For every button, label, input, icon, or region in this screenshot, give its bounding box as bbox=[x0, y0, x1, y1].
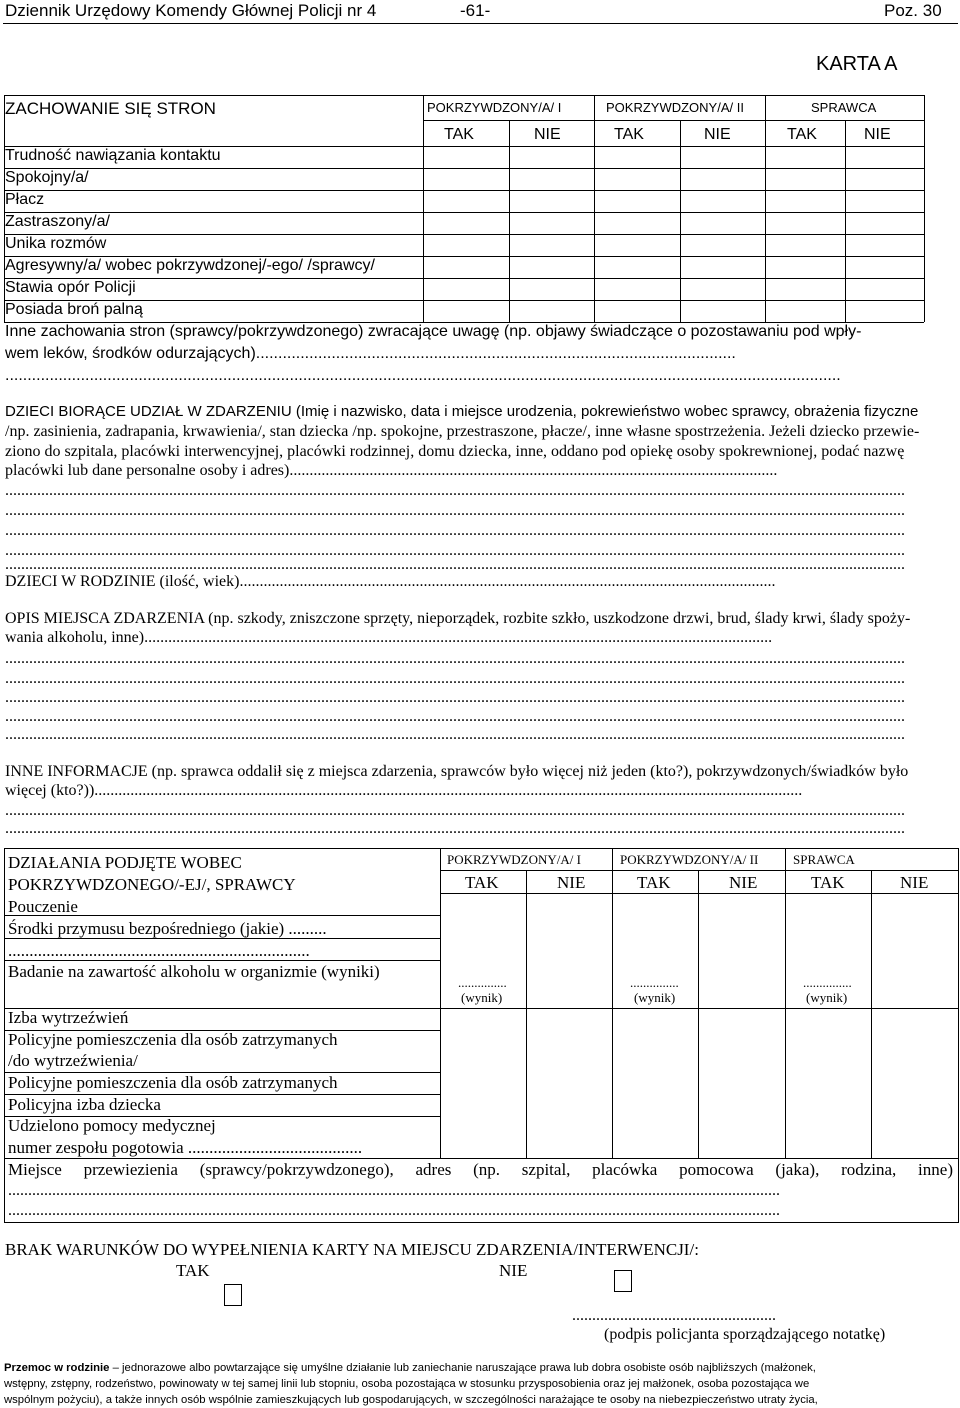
children-dots: ................................................................................................................................................................................................................................. bbox=[5, 556, 905, 573]
actions-rule bbox=[785, 848, 786, 1158]
footnote-term: Przemoc w rodzinie bbox=[4, 1362, 110, 1374]
actions-rule bbox=[440, 893, 958, 894]
other-info-line2: więcej (kto?))................................................................................................................................................................................. bbox=[5, 782, 803, 799]
action-transport-dots: ................................................................................................................................................................................................. bbox=[8, 1202, 780, 1219]
behavior-row: Zastraszony/a/ bbox=[5, 213, 110, 230]
nie-1: NIE bbox=[534, 126, 561, 143]
card-title: KARTA A bbox=[816, 53, 898, 75]
other-info-dots: ................................................................................................................................................................................................................................. bbox=[5, 820, 905, 837]
action-medical-aid: Udzielono pomocy medycznej bbox=[8, 1116, 216, 1135]
children-in-family: DZIECI W RODZINIE (ilość, wiek)...................................................................................................................................... bbox=[5, 573, 776, 590]
action-transport: Miejsce przewiezienia (sprawcy/pokrzywdzonego), adres (np. szpital, placówka pomocowa (jaka), rodzina, inne) bbox=[8, 1160, 953, 1179]
actions-nie-1: NIE bbox=[557, 873, 586, 892]
other-behavior-line2: wem leków, środków odurzających)............................................................................................................ bbox=[5, 345, 736, 362]
action-coercion-dots: ....................................................................... bbox=[8, 941, 310, 960]
behavior-title: ZACHOWANIE SIĘ STRON bbox=[5, 99, 216, 118]
scene-dots: ................................................................................................................................................................................................................................. bbox=[5, 708, 905, 725]
tak-checkbox[interactable] bbox=[224, 1284, 242, 1306]
col-victim2: POKRZYWDZONY/A/ II bbox=[606, 100, 744, 115]
no-conditions-tak: TAK bbox=[176, 1261, 210, 1280]
scene-dots: ................................................................................................................................................................................................................................. bbox=[5, 650, 905, 667]
actions-tak-2: TAK bbox=[637, 873, 671, 892]
footnote-line1 bbox=[4, 1362, 816, 1375]
grid-rule bbox=[845, 120, 846, 322]
signature-label: (podpis policjanta sporządzającego notatkę) bbox=[604, 1326, 886, 1343]
action-alcohol-test: Badanie na zawartość alkoholu w organizmie (wyniki) bbox=[8, 962, 380, 981]
result-dots-3: ............... bbox=[803, 975, 852, 990]
actions-rule bbox=[4, 1222, 959, 1223]
behavior-row: Agresywny/a/ wobec pokrzywdzonej/-ego/ /sprawcy/ bbox=[5, 257, 375, 274]
grid-rule bbox=[4, 300, 924, 301]
page-number: -61- bbox=[460, 1, 491, 20]
actions-rule bbox=[526, 870, 527, 1158]
nie-2: NIE bbox=[704, 126, 731, 143]
children-line2: /np. zasinienia, zadrapania, krwawienia/, stan dziecka /np. spokojne, przestraszone, płacze/, inne własne spostrzeżenia. Jeżeli dziecko przewie- bbox=[5, 423, 920, 440]
other-info-dots: ................................................................................................................................................................................................................................. bbox=[5, 802, 905, 819]
no-conditions-label: BRAK WARUNKÓW DO WYPEŁNIENIA KARTY NA MIEJSCU ZDARZENIA/INTERWENCJI/: bbox=[5, 1240, 699, 1259]
behavior-row: Stawia opór Policji bbox=[5, 279, 136, 296]
actions-rule bbox=[4, 848, 5, 1222]
grid-rule bbox=[4, 146, 924, 147]
grid-rule bbox=[765, 95, 766, 322]
journal-title: Dziennik Urzędowy Komendy Głównej Policji nr 4 bbox=[5, 1, 377, 20]
nie-3: NIE bbox=[864, 126, 891, 143]
actions-rule bbox=[440, 870, 958, 871]
action-child-room: Policyjna izba dziecka bbox=[8, 1095, 161, 1114]
footnote-line3: wspólnym pożyciu), a także innych osób wspólnie zamieszkujących lub gospodarujących, w szczególności narażające te osoby na niebezpieczeństwo utraty życia, bbox=[4, 1394, 818, 1406]
grid-rule bbox=[680, 120, 681, 322]
children-line1: DZIECI BIORĄCE UDZIAŁ W ZDARZENIU (Imię i nazwisko, data i miejsce urodzenia, pokrewieństwo wobec sprawcy, obrażenia fizyczne bbox=[5, 403, 919, 420]
grid-rule bbox=[4, 95, 5, 322]
header-rule bbox=[3, 23, 958, 24]
children-line4: placówki lub dane personalne osoby i adres).......................................................................................................................... bbox=[5, 462, 778, 479]
behavior-row: Unika rozmów bbox=[5, 235, 107, 252]
behavior-row: Płacz bbox=[5, 191, 45, 208]
grid-rule bbox=[4, 278, 924, 279]
position-number: Poz. 30 bbox=[884, 1, 942, 20]
grid-rule bbox=[4, 234, 924, 235]
other-behavior-dots: ............................................................................................................................................................................................ bbox=[5, 367, 841, 384]
children-dots: ................................................................................................................................................................................................................................. bbox=[5, 522, 905, 539]
grid-rule bbox=[509, 120, 510, 322]
actions-col-victim2: POKRZYWDZONY/A/ II bbox=[620, 852, 759, 867]
actions-rule bbox=[440, 848, 441, 1158]
actions-title-1: DZIAŁANIA PODJĘTE WOBEC bbox=[8, 853, 242, 872]
actions-rule bbox=[698, 870, 699, 1158]
children-line3: ziono do szpitala, placówki interwencyjnej, placówki rodzinnej, domu dziecka, inne, oddano pod opiekę osoby spokrewnionej, podać nazwę bbox=[5, 443, 905, 460]
action-warning: Pouczenie bbox=[8, 897, 78, 916]
action-transport-dots: ................................................................................................................................................................................................. bbox=[8, 1182, 780, 1199]
grid-rule bbox=[423, 120, 924, 121]
action-coercion: Środki przymusu bezpośredniego (jakie) ......... bbox=[8, 919, 327, 938]
footnote-line1-rest: – jednorazowe albo powtarzające się umyślne działanie lub zaniechanie naruszające prawa lub dobra osobiste osób najbliższych (małżonek, bbox=[109, 1362, 816, 1374]
children-dots: ................................................................................................................................................................................................................................. bbox=[5, 542, 905, 559]
result-label-1: (wynik) bbox=[461, 990, 503, 1005]
actions-nie-3: NIE bbox=[900, 873, 929, 892]
actions-col-victim1: POKRZYWDZONY/A/ I bbox=[447, 852, 581, 867]
result-dots-2: ............... bbox=[630, 975, 679, 990]
actions-rule bbox=[4, 1158, 959, 1159]
action-sobering-station: Izba wytrzeźwień bbox=[8, 1008, 129, 1027]
other-info-line1: INNE INFORMACJE (np. sprawca oddalił się z miejsca zdarzenia, sprawców było więcej niż jeden (kto?), pokrzywdzonych/świadków było bbox=[5, 763, 909, 780]
action-ambulance-number: numer zespołu pogotowia ......................................... bbox=[8, 1138, 363, 1157]
other-behavior-line1: Inne zachowania stron (sprawcy/pokrzywdzonego) zwracające uwagę (np. objawy świadczące o pozostawaniu pod wpły- bbox=[5, 323, 862, 340]
col-perpetrator: SPRAWCA bbox=[811, 100, 877, 115]
children-dots: ................................................................................................................................................................................................................................. bbox=[5, 502, 905, 519]
actions-rule bbox=[612, 848, 613, 1158]
behavior-row: Spokojny/a/ bbox=[5, 169, 89, 186]
result-label-2: (wynik) bbox=[634, 990, 676, 1005]
actions-title-2: POKRZYWDZONEGO/-EJ/, SPRAWCY bbox=[8, 875, 296, 894]
grid-rule bbox=[4, 190, 924, 191]
tak-1: TAK bbox=[444, 126, 474, 143]
result-label-3: (wynik) bbox=[806, 990, 848, 1005]
actions-rule bbox=[4, 848, 959, 849]
grid-rule bbox=[924, 95, 925, 322]
actions-tak-3: TAK bbox=[811, 873, 845, 892]
action-detention: Policyjne pomieszczenia dla osób zatrzymanych bbox=[8, 1073, 338, 1092]
scene-line2: wania alkoholu, inne)............................................................................................................................................................. bbox=[5, 629, 773, 646]
action-detention-sobering: Policyjne pomieszczenia dla osób zatrzymanych bbox=[8, 1030, 338, 1049]
actions-rule bbox=[958, 848, 959, 1222]
grid-rule bbox=[4, 256, 924, 257]
actions-col-perpetrator: SPRAWCA bbox=[793, 852, 855, 867]
behavior-row: Posiada broń palną bbox=[5, 301, 143, 318]
scene-dots: ................................................................................................................................................................................................................................. bbox=[5, 689, 905, 706]
scene-line1: OPIS MIEJSCA ZDARZENIA (np. szkody, zniszczone sprzęty, nieporządek, rozbite szkło, uszkodzone drzwi, brud, ślady krwi, ślady spoży- bbox=[5, 610, 911, 627]
action-detention-sobering-2: /do wytrzeźwienia/ bbox=[8, 1051, 138, 1070]
col-victim1: POKRZYWDZONY/A/ I bbox=[427, 100, 562, 115]
result-dots-1: ............... bbox=[458, 975, 507, 990]
signature-dots: ................................................... bbox=[572, 1307, 776, 1324]
behavior-row: Trudność nawiązania kontaktu bbox=[5, 147, 221, 164]
grid-rule bbox=[423, 95, 424, 322]
children-dots: ................................................................................................................................................................................................................................. bbox=[5, 482, 905, 499]
scene-dots: ................................................................................................................................................................................................................................. bbox=[5, 670, 905, 687]
actions-rule bbox=[4, 1008, 959, 1009]
grid-rule bbox=[4, 95, 924, 96]
grid-rule bbox=[594, 95, 595, 322]
grid-rule bbox=[4, 168, 924, 169]
tak-3: TAK bbox=[787, 126, 817, 143]
actions-tak-1: TAK bbox=[465, 873, 499, 892]
scene-dots: ................................................................................................................................................................................................................................. bbox=[5, 726, 905, 743]
tak-2: TAK bbox=[614, 126, 644, 143]
actions-rule bbox=[871, 870, 872, 1158]
no-conditions-nie: NIE bbox=[499, 1261, 528, 1280]
grid-rule bbox=[4, 212, 924, 213]
actions-nie-2: NIE bbox=[729, 873, 758, 892]
nie-checkbox[interactable] bbox=[614, 1270, 632, 1292]
footnote-line2: wstępny, zstępny, rodzeństwo, powinowaty w tej samej linii lub stopniu, osoba pozostająca w stosunku przysposobienia oraz jej małżonek, osoba pozostająca we bbox=[4, 1378, 810, 1390]
